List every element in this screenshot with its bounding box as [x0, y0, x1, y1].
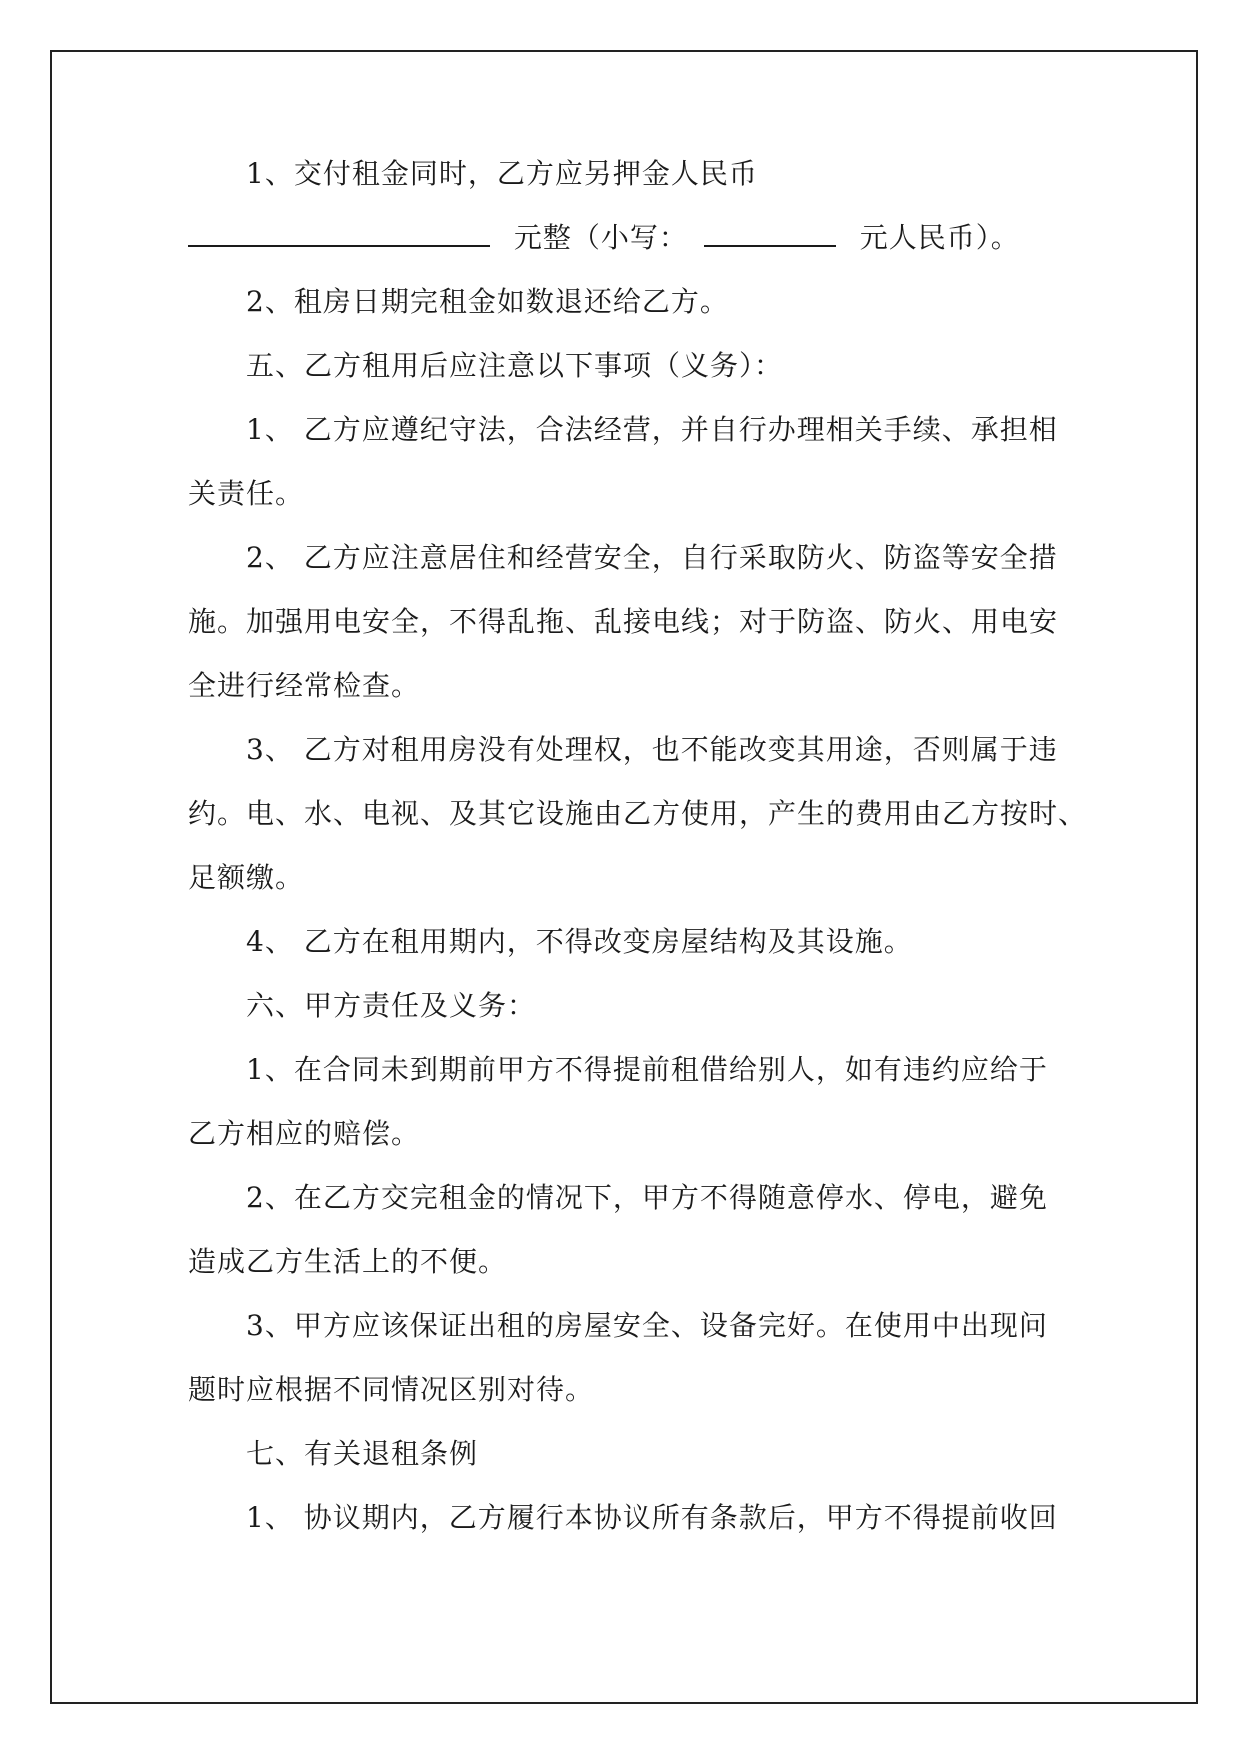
clause-line: 足额缴。: [188, 861, 305, 894]
clause-line: 3、甲方应该保证出租的房屋安全、设备完好。在使用中出现问: [246, 1309, 1048, 1342]
clause-line: 3、 乙方对租用房没有处理权，也不能改变其用途，否则属于违: [246, 733, 1058, 766]
clause-line: 关责任。: [188, 477, 305, 510]
clause-line: 2、 乙方应注意居住和经营安全，自行采取防火、防盗等安全措: [246, 541, 1058, 574]
section-heading: 七、有关退租条例: [246, 1437, 479, 1470]
clause-line: 全进行经常检查。: [188, 669, 421, 702]
amount-label: 元整（小写：: [513, 221, 688, 254]
currency-label: 元人民币）。: [859, 221, 1020, 254]
clause-line: 1、在合同未到期前甲方不得提前租借给别人，如有违约应给于: [246, 1053, 1048, 1086]
clause-line: 1、 协议期内，乙方履行本协议所有条款后，甲方不得提前收回: [246, 1501, 1058, 1534]
clause-line: 造成乙方生活上的不便。: [188, 1245, 508, 1278]
amount-blank-uppercase[interactable]: [188, 219, 490, 247]
clause-line: 题时应根据不同情况区别对待。: [188, 1373, 595, 1406]
clause-line: 1、交付租金同时，乙方应另押金人民币: [246, 157, 758, 190]
deposit-amount-line: [188, 218, 1020, 258]
clause-line: 4、 乙方在租用期内，不得改变房屋结构及其设施。: [246, 925, 913, 958]
clause-line: 施。加强用电安全，不得乱拖、乱接电线；对于防盗、防火、用电安: [188, 605, 1059, 638]
clause-line: 2、在乙方交完租金的情况下，甲方不得随意停水、停电，避免: [246, 1181, 1048, 1214]
clause-line: 乙方相应的赔偿。: [188, 1117, 421, 1150]
section-heading: 五、乙方租用后应注意以下事项（义务）：: [246, 349, 784, 382]
section-heading: 六、甲方责任及义务：: [246, 989, 537, 1022]
clause-line: 1、 乙方应遵纪守法，合法经营，并自行办理相关手续、承担相: [246, 413, 1058, 446]
amount-blank-lowercase[interactable]: [704, 219, 836, 247]
clause-line: 约。电、水、电视、及其它设施由乙方使用，产生的费用由乙方按时、: [188, 797, 1088, 830]
clause-line: 2、租房日期完租金如数退还给乙方。: [246, 285, 729, 318]
